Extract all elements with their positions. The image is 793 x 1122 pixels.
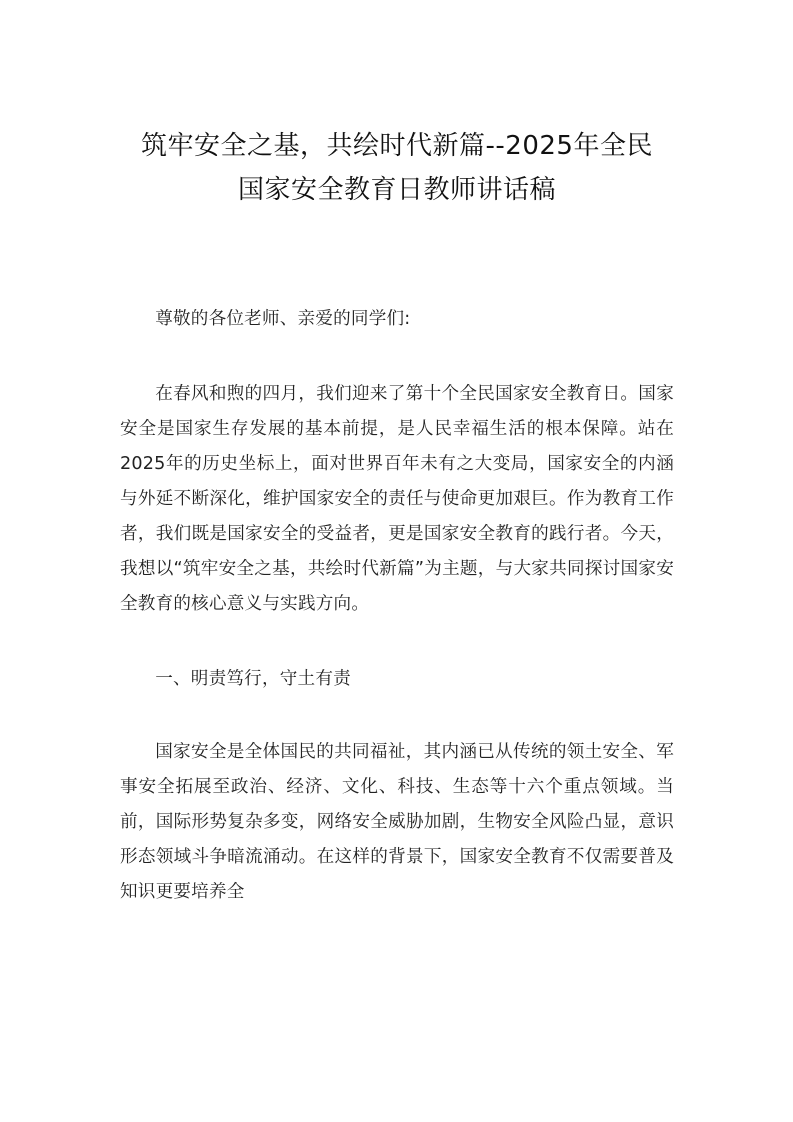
salutation: 尊敬的各位老师、亲爱的同学们:: [155, 309, 411, 329]
section-heading-1: 一、明责笃行，守土有责: [155, 669, 351, 689]
title-line-1: 筑牢安全之基，共绘时代新篇--2025年全民: [141, 131, 653, 161]
paragraph-intro: 在春风和煦的四月，我们迎来了第十个全民国家安全教育日。国家安全是国家生存发展的基本前提，是人民幸福生活的根本保障。站在2025年的历史坐标上，面对世界百年未有之大变局，国家安全的内涵与外延不断深化，维护国家安全的责任与使命更加艰巨。作为教育工作者，我们既是国家安全的受益者，更是国家安全教育的践行者。今天，我想以“筑牢安全之基，共绘时代新篇”为主题，与大家共同探讨国家安全教育的核心意义与实践方向。: [120, 384, 674, 614]
title-line-2: 国家安全教育日教师讲话稿: [237, 175, 556, 205]
paragraph-section-1: 国家安全是全体国民的共同福祉，其内涵已从传统的领土安全、军事安全拓展至政治、经济、文化、科技、生态等十六个重点领域。当前，国际形势复杂多变，网络安全威胁加剧，生物安全风险凸显，意识形态领域斗争暗流涌动。在这样的背景下，国家安全教育不仅需要普及知识更要培养全: [120, 742, 674, 902]
document-title: [120, 0, 674, 212]
